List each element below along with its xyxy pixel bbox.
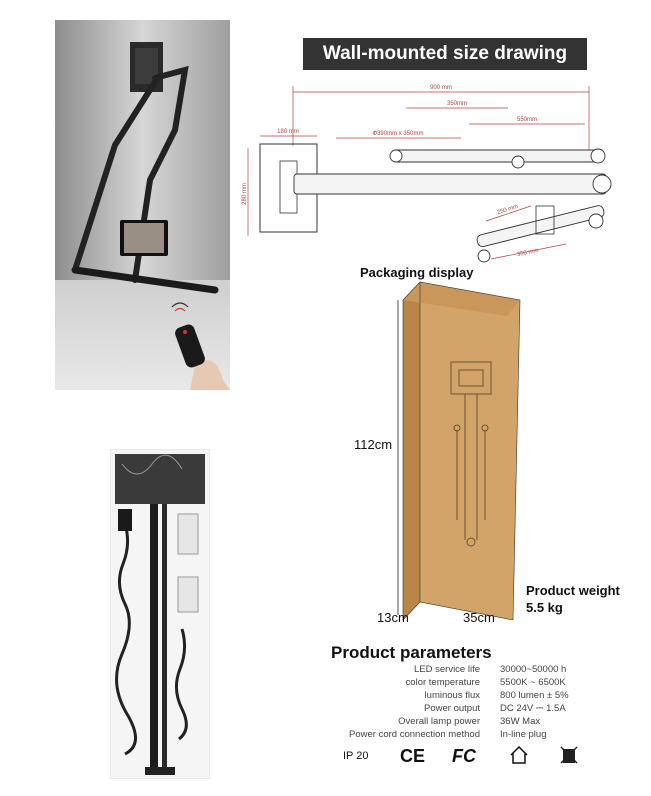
param-value: In-line plug <box>500 729 547 740</box>
fc-mark: FC <box>452 746 476 766</box>
dim-plate-w: 180 mm <box>277 129 299 135</box>
title-banner <box>303 38 587 70</box>
dim-tablet: Ф390mm x 350mm <box>372 131 424 137</box>
param-value: 30000~50000 h <box>500 664 567 675</box>
param-row <box>330 664 651 676</box>
weight-label: Product weight <box>526 583 620 598</box>
certifications-row <box>340 744 590 770</box>
ce-mark: CE <box>400 746 426 766</box>
recycle-icon <box>558 744 580 769</box>
dim-350: 350mm <box>446 101 468 107</box>
params-title: Product parameters <box>331 643 492 662</box>
param-key: luminous flux <box>424 690 480 701</box>
param-key: Power output <box>424 703 480 714</box>
dim-overall: 900 mm <box>430 85 452 91</box>
param-value: DC 24V ⎓ 1.5A <box>500 703 566 714</box>
ip-rating: IP 20 <box>343 750 369 762</box>
box-height-label: 112cm <box>354 437 393 452</box>
weight-value: 5.5 kg <box>526 600 563 615</box>
page-title: Wall-mounted size drawing <box>322 43 568 64</box>
param-row <box>330 716 651 728</box>
param-value: 800 lumen ± 5% <box>500 690 569 701</box>
packaging-label: Packaging display <box>360 265 474 280</box>
dim-arm-250: 250 mm <box>496 203 519 217</box>
param-value: 36W Max <box>500 716 541 727</box>
param-key: Power cord connection method <box>349 729 480 740</box>
param-row <box>330 677 651 689</box>
dim-plate-h: 280 mm <box>242 183 248 205</box>
param-key: color temperature <box>405 677 480 688</box>
dim-550: 550mm <box>516 117 538 123</box>
param-row <box>330 703 651 715</box>
dim-arm-350: 350 mm <box>516 247 540 259</box>
house-icon <box>508 744 530 769</box>
size-drawing <box>236 76 651 276</box>
param-key: LED service life <box>414 664 480 675</box>
product-photo <box>55 20 230 390</box>
param-row <box>330 690 651 702</box>
param-value: 5500K ~ 6500K <box>500 677 566 688</box>
param-row <box>330 729 651 741</box>
box-width-label: 35cm <box>463 610 495 625</box>
packaging-box <box>395 280 530 620</box>
box-depth-label: 13cm <box>377 610 409 625</box>
param-key: Overall lamp power <box>398 716 480 727</box>
contents-photo <box>110 449 210 779</box>
